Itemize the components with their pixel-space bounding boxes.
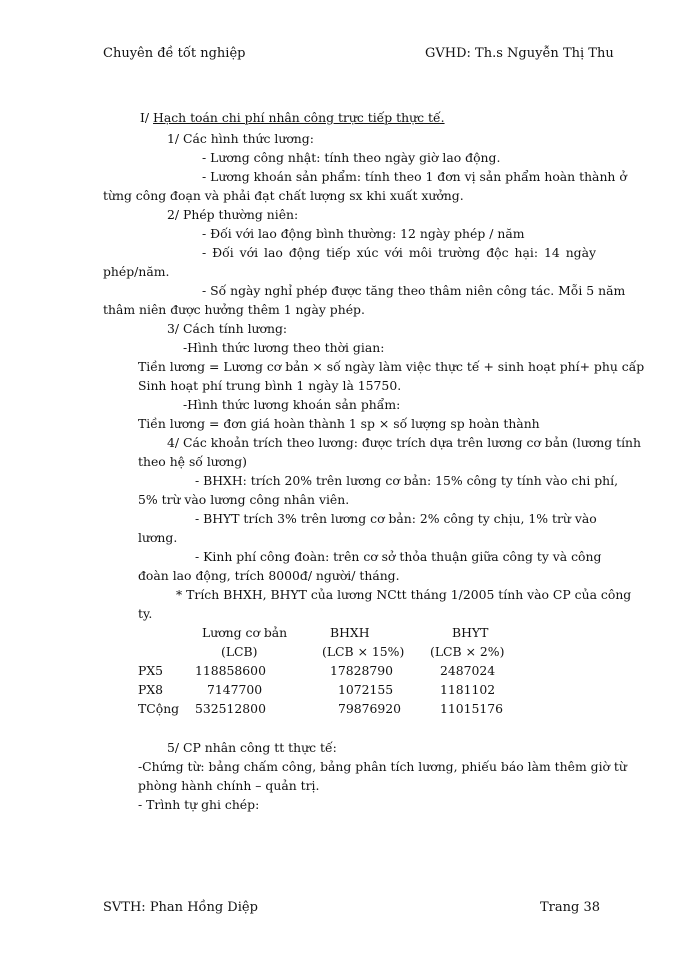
paragraph: phòng hành chính – quản trị. — [138, 778, 320, 793]
footer-left: SVTH: Phan Hồng Diệp — [103, 900, 258, 915]
paragraph: -Hình thức lương theo thời gian: — [183, 340, 385, 355]
section-title: Hạch toán chi phí nhân công trực tiếp thực tế. — [153, 110, 445, 125]
paragraph: -Chứng từ: bảng chấm công, bảng phân tích lương, phiếu báo làm thêm giờ từ — [138, 759, 627, 774]
table-cell: 118858600 — [195, 663, 266, 678]
heading-1: 1/ Các hình thức lương: — [167, 131, 314, 146]
column-header: (LCB × 15%) — [322, 644, 405, 659]
table-cell: 11015176 — [440, 701, 504, 716]
table-cell: 79876920 — [338, 701, 402, 716]
row-label: TCộng — [138, 701, 180, 716]
paragraph: đoàn lao động, trích 8000đ/ người/ tháng. — [138, 568, 400, 583]
table-cell: 1181102 — [440, 682, 496, 697]
table-cell: 532512800 — [195, 701, 266, 716]
paragraph: -Hình thức lương khoán sản phẩm: — [183, 397, 401, 412]
row-label: PX5 — [138, 663, 164, 678]
paragraph: theo hệ số lương) — [138, 454, 247, 469]
paragraph: lương. — [138, 530, 178, 545]
paragraph: - Đối với lao động tiếp xúc với môi trường độc hại: 14 ngày — [202, 245, 596, 260]
paragraph: thâm niên được hưởng thêm 1 ngày phép. — [103, 302, 365, 317]
paragraph: phép/năm. — [103, 264, 170, 279]
formula: Tiền lương = Lương cơ bản × số ngày làm việc thực tế + sinh hoạt phí+ phụ cấp — [138, 359, 645, 374]
paragraph: - Đối với lao động bình thường: 12 ngày phép / năm — [202, 226, 525, 241]
paragraph: - Số ngày nghỉ phép được tăng theo thâm niên công tác. Mỗi 5 năm — [202, 283, 626, 298]
heading-3: 3/ Cách tính lương: — [167, 321, 288, 336]
paragraph: - Kinh phí công đoàn: trên cơ sở thỏa thuận giữa công ty và công — [195, 549, 602, 564]
column-header: (LCB × 2%) — [430, 644, 505, 659]
paragraph: - Trình tự ghi chép: — [138, 797, 260, 812]
section-heading — [140, 112, 445, 124]
page-number: Trang 38 — [540, 900, 601, 915]
heading-5: 5/ CP nhân công tt thực tế: — [167, 740, 337, 755]
paragraph: từng công đoạn và phải đạt chất lượng sx khi xuất xưởng. — [103, 188, 464, 203]
column-header: BHXH — [330, 625, 370, 640]
section-number: I/ — [140, 110, 150, 125]
heading-2: 2/ Phép thường niên: — [167, 207, 299, 222]
paragraph: - Lương công nhật: tính theo ngày giờ lao động. — [202, 150, 501, 165]
table-cell: 7147700 — [207, 682, 263, 697]
paragraph: - BHXH: trích 20% trên lương cơ bản: 15% công ty tính vào chi phí, — [195, 473, 619, 488]
header-left: Chuyên đề tốt nghiệp — [103, 46, 246, 61]
paragraph: - Lương khoán sản phẩm: tính theo 1 đơn vị sản phẩm hoàn thành ở — [202, 169, 627, 184]
column-header: Lương cơ bản — [202, 625, 288, 640]
paragraph: - BHYT trích 3% trên lương cơ bản: 2% công ty chịu, 1% trừ vào — [195, 511, 597, 526]
column-header: (LCB) — [221, 644, 258, 659]
header-right: GVHD: Th.s Nguyễn Thị Thu — [425, 46, 614, 61]
formula: Tiền lương = đơn giá hoàn thành 1 sp × số lượng sp hoàn thành — [138, 416, 540, 431]
paragraph: 5% trừ vào lương công nhân viên. — [138, 492, 350, 507]
table-cell: 1072155 — [338, 682, 394, 697]
row-label: PX8 — [138, 682, 164, 697]
heading-4: 4/ Các khoản trích theo lương: được trích dựa trên lương cơ bản (lương tính — [167, 435, 642, 450]
paragraph: * Trích BHXH, BHYT của lương NCtt tháng 1/2005 tính vào CP của công — [176, 587, 632, 602]
paragraph: Sinh hoạt phí trung bình 1 ngày là 15750. — [138, 378, 402, 393]
table-cell: 2487024 — [440, 663, 496, 678]
column-header: BHYT — [452, 625, 489, 640]
paragraph: ty. — [138, 606, 153, 621]
table-cell: 17828790 — [330, 663, 394, 678]
